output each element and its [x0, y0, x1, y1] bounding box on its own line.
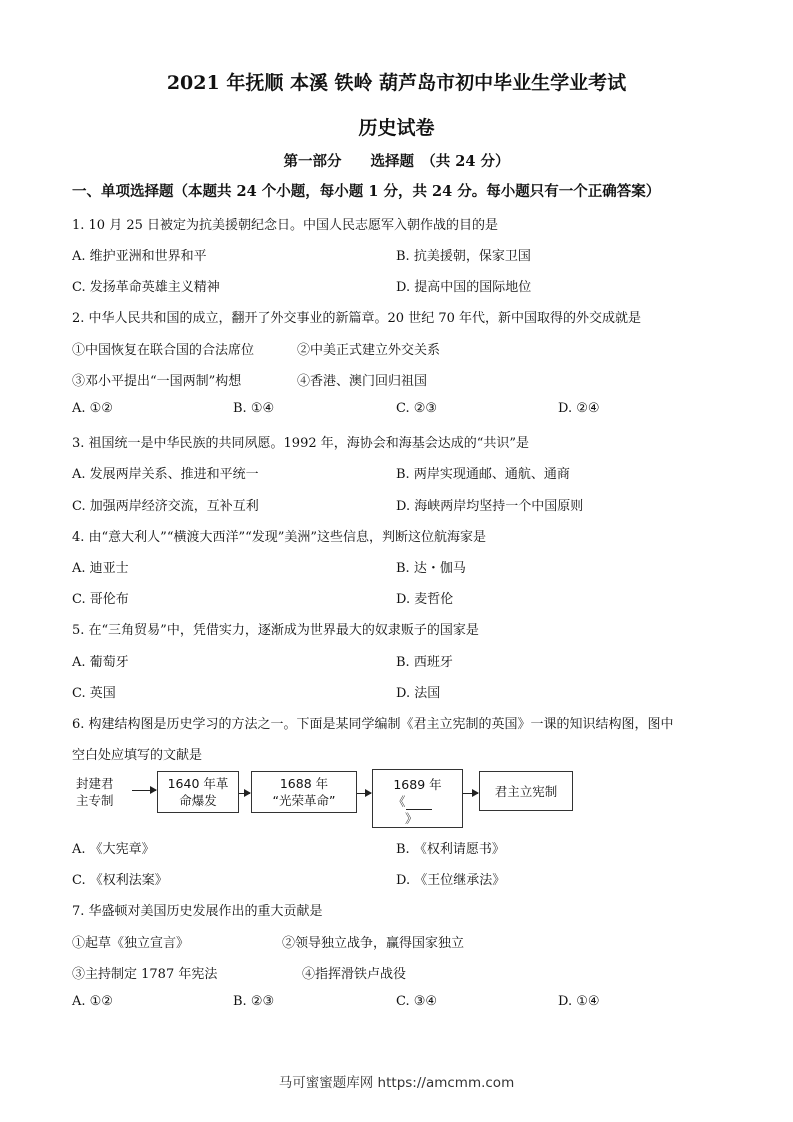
- flow-box-1689-close-quote: 》: [405, 811, 418, 826]
- q7-option-b: B. ②③: [233, 994, 275, 1009]
- q7-option-c: C. ③④: [396, 994, 438, 1009]
- q2-option-c: C. ②③: [396, 401, 438, 416]
- q1-option-b: B. 抗美援朝，保家卫国: [396, 249, 531, 264]
- section-heading: 一、单项选择题（本题共 24 个小题，每小题 1 分，共 24 分。每小题只有一个正确答案）: [72, 183, 661, 200]
- q5-option-c: C. 英国: [72, 686, 116, 701]
- q2-item-1: ①中国恢复在联合国的合法席位: [72, 343, 255, 358]
- q7-item-2: ②领导独立战争，赢得国家独立: [282, 936, 465, 951]
- q5-option-b: B. 西班牙: [396, 655, 453, 670]
- flow-box-1688: [251, 771, 357, 813]
- flow-arrow-1: [132, 790, 156, 791]
- q6-option-d: D. 《王位继承法》: [396, 873, 506, 888]
- q4-option-c: C. 哥伦布: [72, 592, 129, 607]
- flow-arrow-3: [357, 793, 371, 794]
- flow-box-1689-blank-line: [373, 793, 462, 810]
- exam-subtitle: 历史试卷: [358, 117, 435, 139]
- q2-option-b: B. ①④: [233, 401, 275, 416]
- q1-option-d: D. 提高中国的国际地位: [396, 280, 532, 295]
- footer-watermark: 马可蜜蜜题库网 https://amcmm.com: [278, 1075, 515, 1091]
- flow-box-feudal-line1: 封建君: [76, 776, 114, 791]
- flow-box-1689-open-quote: 《: [393, 794, 406, 809]
- question-2-stem: 2. 中华人民共和国的成立，翻开了外交事业的新篇章。20 世纪 70 年代，新中国取得的外交成就是: [72, 311, 642, 326]
- q1-option-a: A. 维护亚洲和世界和平: [72, 249, 207, 264]
- question-7-stem: 7. 华盛顿对美国历史发展作出的重大贡献是: [72, 904, 323, 919]
- question-4-stem: 4. 由“意大利人”“横渡大西洋”“发现”美洲”这些信息，判断这位航海家是: [72, 530, 487, 545]
- exam-title: 2021 年抚顺 本溪 铁岭 葫芦岛市初中毕业生学业考试: [166, 72, 627, 94]
- q6-option-a: A. 《大宪章》: [72, 842, 155, 857]
- q3-option-d: D. 海峡两岸均坚持一个中国原则: [396, 499, 584, 514]
- flow-box-1640-line2: 命爆发: [179, 793, 217, 808]
- flow-arrow-4: [463, 793, 478, 794]
- q7-option-d: D. ①④: [558, 994, 600, 1009]
- q4-option-d: D. 麦哲伦: [396, 592, 454, 607]
- q7-item-4: ④指挥滑铁卢战役: [302, 967, 407, 982]
- flow-box-feudal-line2: 主专制: [76, 793, 114, 808]
- q3-option-b: B. 两岸实现通邮、通航、通商: [396, 467, 570, 482]
- flow-box-1640-line1: 1640 年革: [167, 776, 229, 791]
- q7-option-a: A. ①②: [72, 994, 113, 1009]
- flow-arrow-2: [239, 793, 250, 794]
- flow-box-1688-line1: 1688 年: [279, 776, 329, 791]
- flow-box-feudal: [76, 772, 136, 812]
- q3-option-a: A. 发展两岸关系、推进和平统一: [72, 467, 259, 482]
- flow-box-1689-line1: 1689 年: [393, 777, 442, 792]
- part-heading: 第一部分 选择题 （共 24 分）: [283, 153, 510, 170]
- q4-option-b: B. 达・伽马: [396, 561, 466, 576]
- q6-option-b: B. 《权利请愿书》: [396, 842, 505, 857]
- question-6-stem: 6. 构建结构图是历史学习的方法之一。下面是某同学编制《君主立宪制的英国》一课的知识结构图，图中: [72, 717, 674, 732]
- flow-box-1688-line2: “光荣革命”: [272, 793, 336, 808]
- q7-item-1: ①起草《独立宣言》: [72, 936, 190, 951]
- question-6-stem-cont: 空白处应填写的文献是: [72, 748, 203, 763]
- q3-option-c: C. 加强两岸经济交流，互补互利: [72, 499, 259, 514]
- question-5-stem: 5. 在“三角贸易”中，凭借实力，逐渐成为世界最大的奴隶贩子的国家是: [72, 623, 479, 638]
- q2-item-2: ②中美正式建立外交关系: [297, 343, 441, 358]
- flow-box-1689: [372, 769, 463, 828]
- q2-option-d: D. ②④: [558, 401, 600, 416]
- q5-option-d: D. 法国: [396, 686, 441, 701]
- q1-option-c: C. 发扬革命英雄主义精神: [72, 280, 220, 295]
- question-3-stem: 3. 祖国统一是中华民族的共同夙愿。1992 年，海协会和海基会达成的“共识”是: [72, 436, 530, 451]
- q2-option-a: A. ①②: [72, 401, 113, 416]
- flow-blank: [406, 797, 432, 810]
- q7-item-3: ③主持制定 1787 年宪法: [72, 967, 218, 982]
- flow-box-1640: [157, 771, 239, 813]
- q5-option-a: A. 葡萄牙: [72, 655, 129, 670]
- q4-option-a: A. 迪亚士: [72, 561, 129, 576]
- question-1-stem: 1. 10 月 25 日被定为抗美援朝纪念日。中国人民志愿军入朝作战的目的是: [72, 218, 499, 233]
- q2-item-3: ③邓小平提出“一国两制”构想: [72, 374, 242, 389]
- q6-option-c: C. 《权利法案》: [72, 873, 168, 888]
- flow-box-constitutional: 君主立宪制: [479, 771, 573, 811]
- q2-item-4: ④香港、澳门回归祖国: [297, 374, 428, 389]
